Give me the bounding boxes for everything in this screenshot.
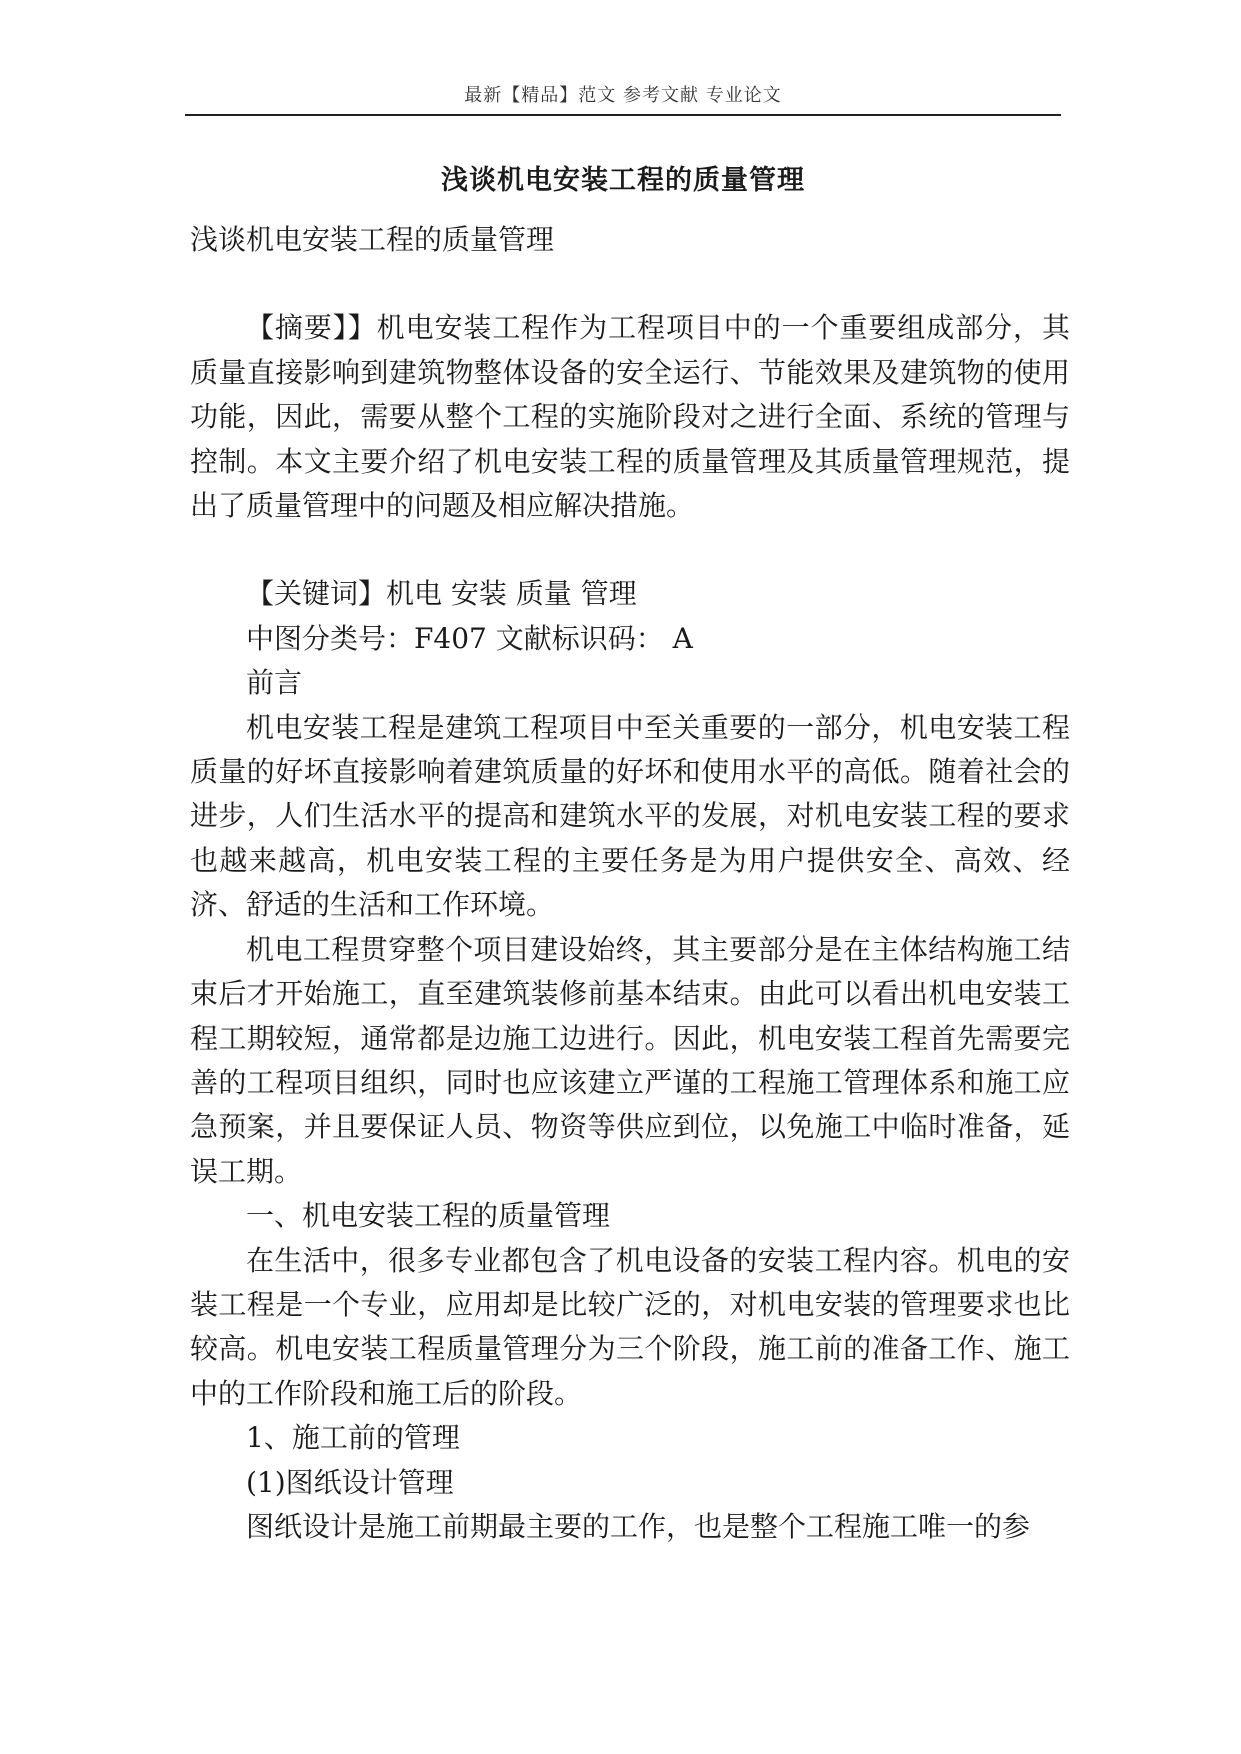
page-header: 最新【精品】范文 参考文献 专业论文 [464, 85, 782, 106]
subsection-1-1-paragraph: 图纸设计是施工前期最主要的工作，也是整个工程施工唯一的参 [246, 1509, 1031, 1543]
preface-paragraph-2: 机电工程贯穿整个项目建设始终，其主要部分是在主体结构施工结束后才开始施工，直至建筑装修前基本结束。由此可以看出机电安装工程工期较短，通常都是边施工边进行。因此，机电安装工程首先需要完善的工程项目组织，同时也应该建立严谨的工程施工管理体系和施工应急预案，并且要保证人员、物资等供应到位，以免施工中临时准备，延误工期。 [190, 932, 1070, 1188]
keywords-line: 【关键词】机电 安装 质量 管理 [246, 577, 637, 611]
preface-heading: 前言 [246, 666, 303, 700]
subsection-1-1-heading: (1)图纸设计管理 [246, 1465, 454, 1499]
spacer [190, 528, 1070, 572]
subsection-1-heading: 1、施工前的管理 [246, 1421, 460, 1455]
section-1-heading: 一、机电安装工程的质量管理 [246, 1199, 611, 1233]
abstract-paragraph: 【摘要】】机电安装工程作为工程项目中的一个重要组成部分，其质量直接影响到建筑物整体设备的安全运行、节能效果及建筑物的使用功能，因此，需要从整个工程的实施阶段对之进行全面、系统的管理与控制。本文主要介绍了机电安装工程的质量管理及其质量管理规范，提出了质量管理中的问题及相应解决措施。 [190, 311, 1070, 523]
header-divider [185, 114, 1061, 116]
document-title: 浅谈机电安装工程的质量管理 [441, 165, 805, 196]
section-1-paragraph: 在生活中，很多专业都包含了机电设备的安装工程内容。机电的安装工程是一个专业，应用却是比较广泛的，对机电安装的管理要求也比较高。机电安装工程质量管理分为三个阶段，施工前的准备工作、施工中的工作阶段和施工后的阶段。 [190, 1243, 1070, 1410]
preface-paragraph-1: 机电安装工程是建筑工程项目中至关重要的一部分，机电安装工程质量的好坏直接影响着建筑质量的好坏和使用水平的高低。随着社会的进步，人们生活水平的提高和建筑水平的发展，对机电安装工程的要求也越来越高，机电安装工程的主要任务是为用户提供安全、高效、经济、舒适的生活和工作环境。 [190, 710, 1070, 922]
classification-line: 中图分类号：F407 文献标识码： A [246, 621, 693, 655]
document-body [190, 218, 1070, 1549]
spacer [190, 262, 1070, 306]
subtitle: 浅谈机电安装工程的质量管理 [190, 223, 555, 256]
